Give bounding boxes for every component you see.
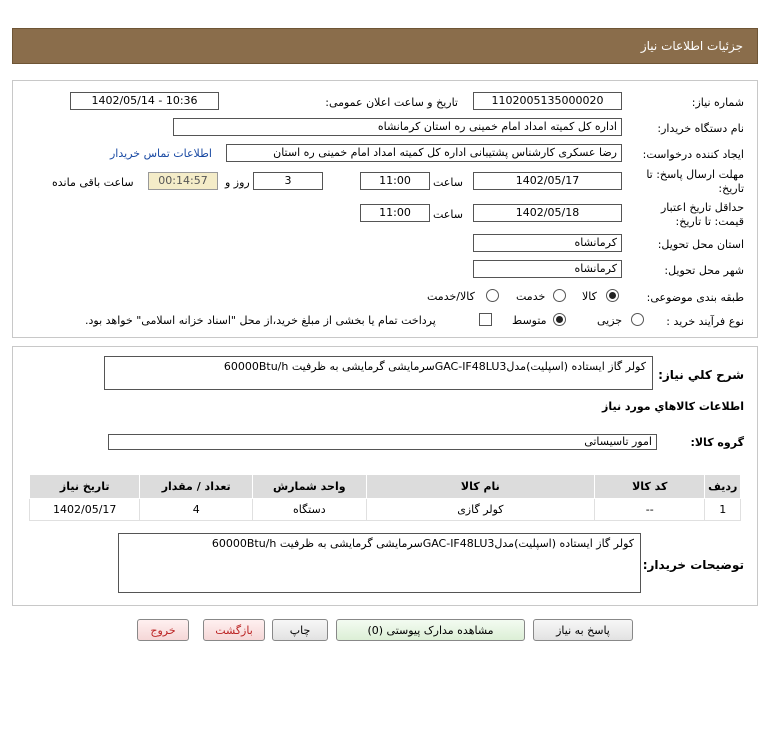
- days-label: روز و: [225, 176, 250, 189]
- cell-need-date: 1402/05/17: [30, 499, 140, 521]
- validity-label-2: قیمت: تا تاریخ:: [675, 215, 744, 228]
- announce-label: تاریخ و ساعت اعلان عمومی:: [325, 96, 458, 109]
- need-number-label: شماره نیاز:: [691, 96, 744, 109]
- goods-group-field[interactable]: امور تاسیساتی: [108, 434, 657, 450]
- creator-label: ایجاد کننده درخواست:: [642, 148, 744, 161]
- summary-label: شرح کلي نياز:: [658, 368, 744, 382]
- announce-field[interactable]: 1402/05/14 - 10:36: [70, 92, 219, 110]
- cell-quantity: 4: [140, 499, 253, 521]
- delivery-province-label: استان محل تحویل:: [657, 238, 744, 251]
- cell-unit: دستگاه: [252, 499, 366, 521]
- process-medium-label: متوسط: [512, 314, 547, 327]
- delivery-province-field[interactable]: کرمانشاه: [473, 234, 622, 252]
- col-header-quantity: تعداد / مقدار: [140, 475, 253, 499]
- cell-goods-name: کولر گازی: [366, 499, 594, 521]
- buyer-org-field[interactable]: اداره کل کمیته امداد امام خمینی ره استان کرمانشاه: [173, 118, 622, 136]
- remaining-time-field: 00:14:57: [148, 172, 218, 190]
- reply-deadline-label-2: تاریخ:: [718, 182, 744, 195]
- reply-button[interactable]: پاسخ به نیاز: [533, 619, 633, 641]
- validity-date-field[interactable]: 1402/05/18: [473, 204, 622, 222]
- category-goods-radio[interactable]: [606, 289, 619, 302]
- col-header-goods-code: کد کالا: [595, 475, 705, 499]
- need-number-field[interactable]: 1102005135000020: [473, 92, 622, 110]
- process-minor-label: جزیی: [597, 314, 623, 327]
- category-goods-service-radio[interactable]: [486, 289, 499, 302]
- validity-time-label: ساعت: [433, 208, 463, 221]
- category-goods-label: کالا: [582, 290, 597, 303]
- remaining-time-label: ساعت باقی مانده: [52, 176, 134, 189]
- back-button[interactable]: بازگشت: [203, 619, 265, 641]
- category-service-radio[interactable]: [553, 289, 566, 302]
- treasury-payment-checkbox[interactable]: [479, 313, 492, 326]
- buyer-contact-link[interactable]: اطلاعات تماس خریدار: [110, 147, 212, 160]
- attachments-button[interactable]: مشاهده مدارک پیوستی (0): [336, 619, 525, 641]
- category-service-label: خدمت: [516, 290, 546, 303]
- items-table: [29, 474, 741, 521]
- exit-button[interactable]: خروج: [137, 619, 189, 641]
- page-title: جزئیات اطلاعات نیاز: [640, 39, 743, 53]
- creator-field[interactable]: رضا عسکری کارشناس پشتیبانی اداره کل کمیته امداد امام خمینی ره استان: [226, 144, 622, 162]
- col-header-goods-name: نام کالا: [366, 475, 594, 499]
- category-label: طبقه بندی موضوعی:: [646, 291, 744, 304]
- delivery-city-label: شهر محل تحویل:: [664, 264, 744, 277]
- buyer-notes-field[interactable]: کولر گاز ایستاده (اسپلیت)مدلGAC-IF48LU3سرمایشی گرمایشی به ظرفیت 60000Btu/h: [118, 533, 641, 593]
- treasury-payment-note: پرداخت تمام یا بخشی از مبلغ خرید،از محل "اسناد خزانه اسلامی" خواهد بود.: [85, 314, 436, 327]
- table-header-row: [30, 475, 741, 499]
- col-header-need-date: تاریخ نیاز: [30, 475, 140, 499]
- category-goods-service-label: کالا/خدمت: [427, 290, 475, 303]
- reply-time-label: ساعت: [433, 176, 463, 189]
- buyer-notes-label: توضیحات خریدار:: [642, 558, 744, 572]
- col-header-row-number: ردیف: [705, 475, 741, 499]
- cell-row-number: 1: [705, 499, 741, 521]
- items-table-wrapper: [29, 474, 741, 521]
- goods-info-title: اطلاعات کالاهاي مورد نياز: [602, 400, 744, 413]
- print-button[interactable]: چاپ: [272, 619, 328, 641]
- validity-label: حداقل تاریخ اعتبار: [660, 201, 744, 214]
- process-minor-radio[interactable]: [631, 313, 644, 326]
- days-field[interactable]: 3: [253, 172, 323, 190]
- reply-date-field[interactable]: 1402/05/17: [473, 172, 622, 190]
- cell-goods-code: --: [595, 499, 705, 521]
- goods-group-label: گروه کالا:: [690, 436, 744, 449]
- process-label: نوع فرآیند خرید :: [666, 315, 744, 328]
- page-header: [12, 28, 758, 64]
- reply-deadline-label: مهلت ارسال پاسخ: تا: [646, 168, 744, 181]
- reply-time-field[interactable]: 11:00: [360, 172, 430, 190]
- table-row[interactable]: [30, 499, 741, 521]
- summary-field[interactable]: کولر گاز ایستاده (اسپلیت)مدلGAC-IF48LU3سرمایشی گرمایشی به ظرفیت 60000Btu/h: [104, 356, 653, 390]
- process-medium-radio[interactable]: [553, 313, 566, 326]
- buyer-org-label: نام دستگاه خریدار:: [657, 122, 744, 135]
- delivery-city-field[interactable]: کرمانشاه: [473, 260, 622, 278]
- validity-time-field[interactable]: 11:00: [360, 204, 430, 222]
- col-header-unit: واحد شمارش: [252, 475, 366, 499]
